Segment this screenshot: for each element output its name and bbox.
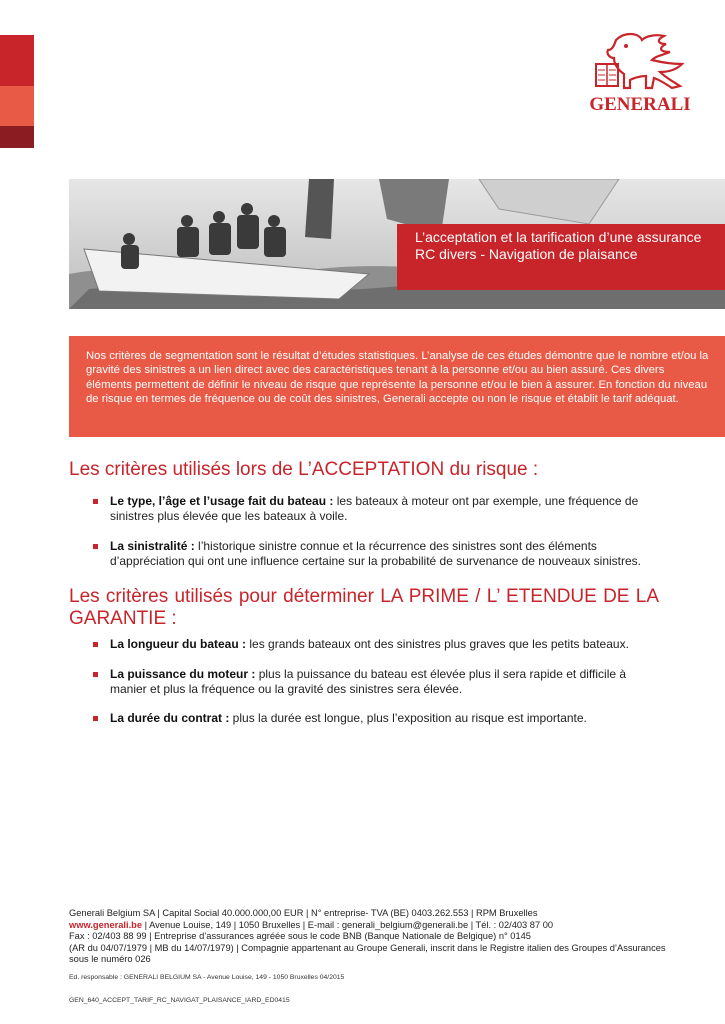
bullet-square-icon [93,544,98,549]
footer-fax-line: Fax : 02/403 88 99 | Entreprise d’assurances agréée sous le code BNB (Banque Nationale de Belgique) n° 0145 [69,931,531,942]
logo-wordmark: GENERALI [589,94,691,115]
generali-logo [586,30,694,120]
bullet-square-icon [93,642,98,647]
lion-icon [586,30,694,94]
footer-contact-line [69,920,669,932]
list-item-label: La longueur du bateau : [110,637,247,651]
bullet-square-icon [93,672,98,677]
list-item-text: les grands bateaux ont des sinistres plus graves que les petits bateaux. [246,637,629,651]
heading-prime: Les critères utilisés pour déterminer LA PRIME / L’ ETENDUE DE LA GARANTIE : [69,586,659,629]
website-link[interactable]: www.generali.be [69,919,143,930]
list-item-label: La puissance du moteur : [110,667,256,681]
list-item [110,539,657,569]
footer-company-line: Generali Belgium SA | Capital Social 40.000.000,00 EUR | N° entreprise- TVA (BE) 0403.262.553 | RPM Bruxelles [69,908,538,918]
list-item [110,667,657,697]
list-item-label: La sinistralité : [110,539,195,553]
list-item-label: Le type, l’âge et l’usage fait du bateau : [110,494,334,508]
bullet-square-icon [93,716,98,721]
list-item-text: plus la durée est longue, plus l’exposition au risque est importante. [229,711,587,725]
banner-title: L’acceptation et la tarification d’une assurance RC divers - Navigation de plaisance [397,224,725,290]
list-item-text: l’historique sinistre connue et la récurrence des sinistres sont des éléments d’appréciation qui ont une influence certaine sur la probabilité de survenance de nouveaux sinistres. [110,539,642,568]
list-item-text: les bateaux à moteur ont par exemple, une fréquence de sinistres plus élevée que les bateaux à voile. [110,494,639,523]
list-item-text: plus la puissance du bateau est élevée plus il sera rapide et difficile à manier et plus la fréquence ou la gravité des sinistres sera élevée. [110,667,627,696]
editor-responsible: Ed. responsable : GENERALI BELGIUM SA - Avenue Louise, 149 - 1050 Bruxelles 04/2015 [69,974,345,981]
footer-registry-line: (AR du 04/07/1979 | MB du 14/07/1979) | Compagnie appartenant au Groupe Generali, inscrit dans le Registre italien des Groupes d’Assurances sous le numéro 026 [69,942,666,965]
bullet-square-icon [93,499,98,504]
list-item [110,637,657,652]
footer [69,908,669,966]
side-bar-dark-red [0,126,34,148]
footer-address: | Avenue Louise, 149 | 1050 Bruxelles | E-mail : generali_belgium@generali.be | Tél. : 02/403 87 00 [142,919,554,930]
document-code: GEN_640_ACCEPT_TARIF_RC_NAVIGAT_PLAISANCE_IARD_ED0415 [69,997,290,1004]
list-item [110,711,657,726]
side-bar-red [0,35,34,86]
heading-acceptation: Les critères utilisés lors de L’ACCEPTATION du risque : [69,459,539,480]
side-bar-orange [0,86,34,126]
intro-paragraph: Nos critères de segmentation sont le résultat d’études statistiques. L’analyse de ces études démontre que le nombre et/ou la gravité des sinistres a un lien direct avec des caractéristiques tenant à la personne et/ou au bien assuré. Ces divers éléments permettent de définir le niveau de risque que représente la personne et/ou le bien à assurer. En fonction du niveau de risque en termes de fréquence ou de coût des sinistres, Generali accepte ou non le risque et établit le tarif adéquat. [69,336,725,437]
list-item-label: La durée du contrat : [110,711,230,725]
list-item [110,494,657,524]
